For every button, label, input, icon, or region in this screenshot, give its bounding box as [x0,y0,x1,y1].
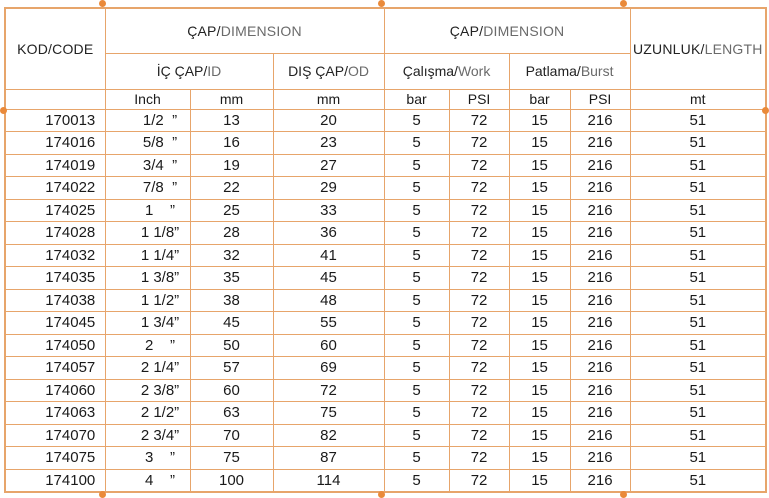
cell-burst-bar: 15 [509,402,570,425]
pressure-dimension-header-local: ÇAP/ [449,22,484,39]
cell-burst-psi: 216 [570,469,630,492]
cell-burst-psi: 216 [570,379,630,402]
cell-id-mm: 100 [190,469,273,492]
working-pressure-header [384,53,509,89]
cell-length-mt: 51 [630,334,766,357]
outer-diameter-local: DIŞ ÇAP/ [288,63,348,79]
cell-od-mm: 55 [273,312,384,335]
cell-work-psi: 72 [449,244,509,267]
cell-od-mm: 41 [273,244,384,267]
unit-work-bar: bar [384,89,449,109]
frame-dot-right [762,107,769,114]
header-row-1 [5,8,766,53]
burst-pressure-local: Patlama/ [525,63,581,79]
cell-length-mt: 51 [630,154,766,177]
cell-code: 174038 [5,289,105,312]
frame-dot-top-2 [378,0,385,7]
unit-od-mm: mm [273,89,384,109]
spec-sheet [4,7,765,495]
cell-burst-bar: 15 [509,154,570,177]
cell-id-mm: 63 [190,402,273,425]
cell-length-mt: 51 [630,447,766,470]
cell-inch: 3/4 ” [105,154,190,177]
cell-id-mm: 50 [190,334,273,357]
cell-work-psi: 72 [449,379,509,402]
cell-length-mt: 51 [630,424,766,447]
cell-od-mm: 114 [273,469,384,492]
cell-od-mm: 72 [273,379,384,402]
unit-row [5,89,766,109]
cell-inch: 1 3/4” [105,312,190,335]
table-row [5,424,766,447]
cell-length-mt: 51 [630,199,766,222]
unit-length-mt: mt [630,89,766,109]
table-row [5,402,766,425]
cell-code: 174057 [5,357,105,380]
cell-burst-psi: 216 [570,222,630,245]
cell-work-bar: 5 [384,379,449,402]
cell-code: 174028 [5,222,105,245]
table-row [5,334,766,357]
cell-work-bar: 5 [384,469,449,492]
cell-length-mt: 51 [630,109,766,132]
outer-diameter-en: OD [347,63,369,79]
cell-work-bar: 5 [384,154,449,177]
table-row [5,469,766,492]
dimension-header-local: ÇAP/ [187,22,221,39]
cell-burst-bar: 15 [509,424,570,447]
cell-work-psi: 72 [449,469,509,492]
cell-work-psi: 72 [449,154,509,177]
cell-length-mt: 51 [630,222,766,245]
cell-work-psi: 72 [449,289,509,312]
cell-length-mt: 51 [630,289,766,312]
cell-code: 174035 [5,267,105,290]
cell-work-bar: 5 [384,447,449,470]
cell-length-mt: 51 [630,244,766,267]
unit-burst-psi: PSI [570,89,630,109]
cell-code: 174050 [5,334,105,357]
cell-code: 174075 [5,447,105,470]
cell-work-psi: 72 [449,447,509,470]
cell-burst-psi: 216 [570,132,630,155]
cell-length-mt: 51 [630,402,766,425]
cell-od-mm: 33 [273,199,384,222]
cell-od-mm: 29 [273,177,384,200]
table-row [5,154,766,177]
table-row [5,379,766,402]
cell-id-mm: 16 [190,132,273,155]
dimension-header [105,8,384,53]
cell-work-bar: 5 [384,424,449,447]
cell-code: 174022 [5,177,105,200]
cell-length-mt: 51 [630,132,766,155]
cell-inch: 2 ” [105,334,190,357]
inner-diameter-en: ID [207,63,222,79]
cell-id-mm: 35 [190,267,273,290]
cell-od-mm: 36 [273,222,384,245]
cell-burst-bar: 15 [509,199,570,222]
cell-inch: 1 1/2” [105,289,190,312]
cell-work-psi: 72 [449,199,509,222]
cell-length-mt: 51 [630,177,766,200]
table-row [5,109,766,132]
cell-inch: 3 ” [105,447,190,470]
data-rows [5,109,766,492]
cell-id-mm: 28 [190,222,273,245]
table-row [5,177,766,200]
table-row [5,447,766,470]
cell-work-psi: 72 [449,312,509,335]
cell-burst-bar: 15 [509,132,570,155]
cell-burst-psi: 216 [570,244,630,267]
cell-length-mt: 51 [630,469,766,492]
cell-work-psi: 72 [449,109,509,132]
cell-work-psi: 72 [449,424,509,447]
cell-id-mm: 45 [190,312,273,335]
cell-inch: 1/2 ” [105,109,190,132]
cell-inch: 2 1/4” [105,357,190,380]
cell-id-mm: 13 [190,109,273,132]
code-header [5,8,105,89]
table-row [5,357,766,380]
cell-od-mm: 27 [273,154,384,177]
cell-work-bar: 5 [384,289,449,312]
cell-burst-psi: 216 [570,177,630,200]
cell-inch: 2 3/8” [105,379,190,402]
hose-spec-table [4,7,767,493]
table-row [5,222,766,245]
cell-code: 174016 [5,132,105,155]
cell-inch: 5/8 ” [105,132,190,155]
pressure-dimension-header [384,8,630,53]
cell-work-psi: 72 [449,334,509,357]
working-pressure-en: Work [457,63,491,79]
cell-work-bar: 5 [384,132,449,155]
length-header [630,8,766,89]
unit-id-mm: mm [190,89,273,109]
cell-code: 174070 [5,424,105,447]
cell-inch: 1 ” [105,199,190,222]
cell-code: 174060 [5,379,105,402]
frame-dot-bottom-2 [378,491,385,498]
cell-burst-bar: 15 [509,379,570,402]
cell-work-psi: 72 [449,267,509,290]
cell-work-bar: 5 [384,312,449,335]
burst-pressure-header [509,53,630,89]
cell-length-mt: 51 [630,267,766,290]
cell-od-mm: 75 [273,402,384,425]
length-header-en: LENGTH [704,40,763,57]
unit-burst-bar: bar [509,89,570,109]
frame-dot-top-3 [620,0,627,7]
cell-work-bar: 5 [384,244,449,267]
cell-burst-bar: 15 [509,334,570,357]
cell-code: 174025 [5,199,105,222]
cell-work-bar: 5 [384,402,449,425]
cell-burst-psi: 216 [570,447,630,470]
cell-inch: 7/8 ” [105,177,190,200]
cell-inch: 2 3/4” [105,424,190,447]
cell-od-mm: 82 [273,424,384,447]
inner-diameter-local: İÇ ÇAP/ [156,63,208,79]
cell-burst-psi: 216 [570,312,630,335]
cell-od-mm: 20 [273,109,384,132]
table-row [5,312,766,335]
cell-burst-psi: 216 [570,289,630,312]
cell-burst-bar: 15 [509,289,570,312]
cell-work-bar: 5 [384,199,449,222]
cell-id-mm: 22 [190,177,273,200]
table-row [5,199,766,222]
cell-length-mt: 51 [630,379,766,402]
unit-cell-blank [5,89,105,109]
cell-burst-bar: 15 [509,267,570,290]
cell-od-mm: 60 [273,334,384,357]
cell-burst-psi: 216 [570,402,630,425]
cell-od-mm: 69 [273,357,384,380]
cell-burst-bar: 15 [509,177,570,200]
length-header-local: UZUNLUK/ [632,40,705,57]
unit-inch: Inch [105,89,190,109]
working-pressure-local: Çalışma/ [402,63,458,79]
cell-id-mm: 75 [190,447,273,470]
cell-work-psi: 72 [449,177,509,200]
dimension-header-en: DIMENSION [220,22,302,39]
frame-dot-left [0,107,7,114]
cell-inch: 1 3/8” [105,267,190,290]
cell-work-psi: 72 [449,402,509,425]
cell-length-mt: 51 [630,312,766,335]
cell-code: 174045 [5,312,105,335]
cell-burst-psi: 216 [570,109,630,132]
cell-od-mm: 45 [273,267,384,290]
unit-work-psi: PSI [449,89,509,109]
cell-work-bar: 5 [384,109,449,132]
cell-code: 170013 [5,109,105,132]
cell-work-psi: 72 [449,222,509,245]
cell-work-psi: 72 [449,357,509,380]
inner-diameter-header [105,53,273,89]
cell-id-mm: 32 [190,244,273,267]
cell-work-psi: 72 [449,132,509,155]
cell-id-mm: 38 [190,289,273,312]
cell-burst-bar: 15 [509,447,570,470]
cell-id-mm: 60 [190,379,273,402]
cell-id-mm: 57 [190,357,273,380]
cell-od-mm: 48 [273,289,384,312]
table-row [5,132,766,155]
pressure-dimension-header-en: DIMENSION [483,22,565,39]
cell-code: 174032 [5,244,105,267]
frame-dot-bottom-3 [620,491,627,498]
cell-burst-bar: 15 [509,244,570,267]
cell-inch: 2 1/2” [105,402,190,425]
cell-burst-bar: 15 [509,357,570,380]
cell-burst-bar: 15 [509,109,570,132]
table-row [5,289,766,312]
cell-burst-psi: 216 [570,357,630,380]
cell-inch: 1 1/8” [105,222,190,245]
cell-burst-psi: 216 [570,424,630,447]
cell-code: 174063 [5,402,105,425]
cell-od-mm: 23 [273,132,384,155]
cell-inch: 4 ” [105,469,190,492]
cell-work-bar: 5 [384,222,449,245]
cell-burst-psi: 216 [570,199,630,222]
cell-work-bar: 5 [384,334,449,357]
cell-id-mm: 25 [190,199,273,222]
cell-burst-psi: 216 [570,334,630,357]
cell-burst-bar: 15 [509,312,570,335]
frame-dot-top-1 [99,0,106,7]
outer-diameter-header [273,53,384,89]
cell-od-mm: 87 [273,447,384,470]
burst-pressure-en: Burst [580,63,614,79]
cell-code: 174100 [5,469,105,492]
code-header-label: KOD/CODE [17,40,94,57]
cell-work-bar: 5 [384,177,449,200]
cell-id-mm: 19 [190,154,273,177]
cell-burst-psi: 216 [570,154,630,177]
cell-code: 174019 [5,154,105,177]
cell-id-mm: 70 [190,424,273,447]
cell-burst-psi: 216 [570,267,630,290]
frame-dot-bottom-1 [99,491,106,498]
cell-burst-bar: 15 [509,222,570,245]
cell-inch: 1 1/4” [105,244,190,267]
table-row [5,267,766,290]
cell-work-bar: 5 [384,267,449,290]
cell-length-mt: 51 [630,357,766,380]
cell-burst-bar: 15 [509,469,570,492]
table-row [5,244,766,267]
cell-work-bar: 5 [384,357,449,380]
